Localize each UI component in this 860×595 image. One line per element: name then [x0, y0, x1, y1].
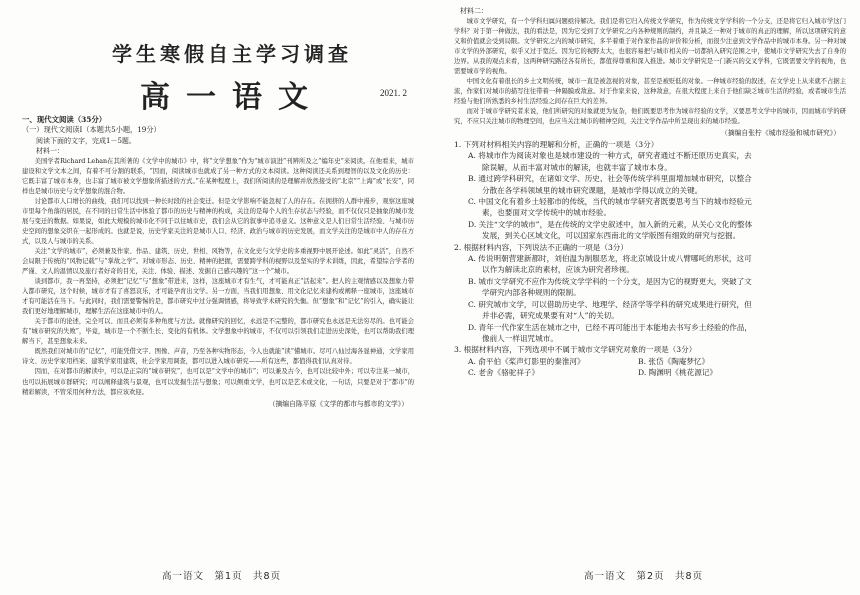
- answer-choice: [468, 299, 846, 322]
- page-1: [12, 0, 420, 595]
- material-one-label: 材料一：: [36, 147, 64, 155]
- choice-text: 并非必需，研究成果要有对“人”的关切。: [482, 311, 619, 321]
- page-2: [444, 0, 852, 595]
- section-heading: 一、现代文阅读（35分）: [22, 115, 107, 124]
- choice-text: D. 关注“文学的城市”，是在传统的文学史叙述中，加入新的元素，从关心文化的整体: [468, 219, 753, 229]
- question-stem: 3. 根据材料内容，下列选项中不属于城市文学研究对象的一项是（3分）: [454, 345, 697, 355]
- paragraph: 而对于城市学研究者来说，他们所研究的对象就更为复杂，他们既要思考作为城市经验的文学，又要思考文学中的城市，因而城市学的研究，不应只关注城市的物理空间，也应当关注城市的精神空间，关注文学作品中所呈现出来的城市经验。: [454, 107, 846, 125]
- paragraph: 中国文化有着很长的乡土文明传统，城市一直是被忽视的对象，甚至是被贬低的对象。一种城市经验的叙述，在文学史上从来就不占据主流，作家们对城市的描写往往带着一种隔膜或敌意。对于作家来说，这种敌意，在很大程度上来自于他们缺乏城市生活的经验，或者城市生活经验与他们所熟悉的乡村生活经验之间存在巨大的差异。: [454, 77, 846, 105]
- page-2-body: [454, 6, 846, 379]
- answer-choice: [468, 276, 846, 299]
- exam-title: 学生寒假自主学习调查: [112, 42, 352, 66]
- questions: [454, 139, 846, 379]
- choice-text: B. 城市文学研究不应作为传统文学学科的一个分支，是因为它的视野更大，突破了文: [468, 276, 752, 286]
- paragraph: 城市文学研究，有一个学科归属问题亟待解决。我们是将它归入传统文学研究，作为传统文学学科的一个分支，还是将它归入城市学这门学科？对于第一种做法，我的看法是，因为它受到了文学研究之内各种规则的制约，并且缺乏一种对于城市的真正的理解，所以这项研究的意义和价值就会受到局限。文学研究之内的城市研究，多半着重于对作家作品的评价和分析，而很少注意到文学作品中的城市本身。另一种对城市文学的外部研究，似乎又过于宽泛。因为它的视野太大，也很容易把与城市相关的一切都纳入研究范围之中，使城市文学研究失去了自身的边界。从我的观点来看，这两种研究路径各有所长，都值得尊重和深入推进。城市文学研究是一门新兴的交叉学科，它既需要文学的视角，也需要城市学的视角。: [454, 17, 846, 75]
- answer-row: [468, 356, 846, 367]
- choice-text: 除误解，从而丰富对城市的解读，也就丰富了城市本身。: [482, 162, 672, 172]
- choice-text: 分散在各学科领域里的城市研究课题，是城市学得以成立的关键。: [482, 185, 703, 195]
- choice-text: A. 传说明朝营建新都时，刘伯温为制服恶龙，将北京城设计成八臂哪吒的形状，这可: [468, 254, 752, 264]
- choice-text: C. 研究城市文学，可以借助历史学、地理学、经济学等学科的研究成果进行研究，但: [468, 299, 752, 309]
- answer-choice: C. 老舍《骆驼祥子》: [468, 368, 540, 378]
- question-item: [454, 139, 846, 242]
- source-citation: （摘编自张柠《城市经验和城市研究》）: [721, 129, 840, 138]
- question-stem: 1. 下列对材料相关内容的理解和分析，正确的一项是（3分）: [454, 140, 659, 150]
- paragraph: 讨论都市人口增长的曲线，我们可以找到一种长时段的社会变迁。但是文学影响不能忽视了人的存在。在拥挤的人群中漫步，观察这座城市里每个角落的居民，在不同的日常生活中体验了都市的历史与精神的构成，关注的是每个人的生存状态与经验，而不仅仅只是抽象的城市发展与变迁的数据。如果说，如此大规模的城市化不同于以往城市史，我们会从它的叙事中追寻意义。这种意义是人们日常生活经验、与城市历史空间的想象交织在一起形成的。也就是说，历史学家关注的是城市人口、经济、政治与城市的历史发展，而文学关注的是城市中人的存在方式，以及人与城市的关系。: [22, 197, 414, 245]
- paragraph: 关注“文学的城市”，必须兼及作家、作品、建筑、历史、世相、风物等，在文化史与文学史的多重视野中展开论述。如此“灵活”，自然不会局限于传统的“风物记载”与“掌故之学”。对城市形态、历史、精神的把握，需要跨学科的视野以及坚实的学术训练，因此，希望综合学者的严谨、文人的温情以及旅行者好奇的目光，关注、体验、描述、发掘自己感兴趣的“这一个”城市。: [22, 247, 414, 276]
- choice-text: D. 青年一代作家生活在城市之中，已经不再可能出于本能地去书写乡土经验的作品，: [468, 322, 753, 332]
- answer-choice: [468, 322, 846, 345]
- answer-choice: [468, 196, 846, 219]
- answer-choice: B. 张岱《陶庵梦忆》: [638, 356, 710, 366]
- answer-choice: [468, 219, 846, 242]
- subject-title: 高一语文: [140, 80, 324, 115]
- page-footer: 高一语文 第1页 共8页: [162, 571, 282, 582]
- choice-text: 发展，到关心区域文化，可以国家东西南北的文学版图有细致的研究与挖掘。: [482, 231, 741, 241]
- answer-choice: A. 俞平伯《桨声灯影里的秦淮河》: [468, 356, 585, 366]
- page-footer: 高一语文 第2页 共8页: [584, 571, 704, 582]
- paragraph: 因而，在对都市的解读中，可以是正宗的“城市研究”，也可以是“文学中的城市”；可以兼及古今，也可以比较中外；可以专注某一城市，也可以拓展城市群研究；可以阐释建筑与景观，也可以发掘生活与想象；可以侧重文学，也可以是艺术或文化，一句话，只要是对于“都市”的精彩解读，不管采用何种方法，都应该欢迎。: [22, 368, 414, 396]
- question-item: [454, 242, 846, 345]
- choice-text: B. 通过跨学科研究，在诸如文学、历史、社会等传统学科里面增加城市研究，以整合: [468, 174, 752, 184]
- choice-text: 学研究内部各种规则的限制。: [482, 288, 581, 298]
- choice-text: A. 将城市作为阅读对象也是城市建设的一种方式，研究者通过不断还原历史真实，去: [468, 151, 752, 161]
- paragraph: 既然我们对城市的“记忆”，可能凭借文字、图像、声音，乃至各种实物形态，今人也就能“读”懂城市。尽可八仙过海各显神通，文学家用诗文、历史学家用档案、建筑学家用建筑，社会学家用调查，都可以进入城市研究——所有这些，都值得我们认真对待。: [22, 348, 414, 366]
- answer-choice: [468, 173, 846, 196]
- question-item: [454, 344, 846, 378]
- sub-heading: （一）现代文阅读Ⅰ（本题共5小题，19分）: [22, 125, 161, 134]
- source-citation: （摘编自陈平原《文学的都市与都市的文学》）: [268, 399, 408, 408]
- material-two-label: 材料二：: [460, 7, 488, 15]
- answer-row: [468, 367, 846, 378]
- choice-text: 像前人一样诅咒城市。: [482, 333, 558, 343]
- answer-choice: D. 陶渊明《桃花源记》: [638, 368, 717, 378]
- page-1-body: [22, 114, 414, 410]
- answer-choice: [468, 253, 846, 276]
- choice-text: 素，也要面对文学传统中的城市经验。: [482, 208, 612, 218]
- material-one-text: [22, 157, 414, 398]
- paragraph: 谈到都市，我一再坚持，必须把“记忆”与“想象”带进来，这样，这座城市才有生气，才可能真正“活起来”。把人的主观情感以及想象力带入都市研究，这个时候，城市才有了喜怒哀乐，才可能孕育出文学。另一方面，当我们用想象、用文化记忆来建构或阐释一座城市，这座城市才有可能活在当下。与此同时，我们需要警惕的是，都市研究中过分强调情感，将导致学术研究的失衡。但“想象”和“记忆”的引入，确实能让我们更好地理解城市，理解生活在这座城市中的人。: [22, 278, 414, 316]
- instruction: 阅读下面的文字，完成1－5题。: [36, 136, 136, 145]
- question-stem: 2. 根据材料内容，下列说法不正确的一项是（3分）: [454, 242, 628, 252]
- choice-text: C. 中国文化有着乡土轻都市的传统，当代的城市学研究者既要思考当下的城市经验元: [468, 197, 752, 207]
- material-two-text: [454, 17, 846, 128]
- exam-date: 2021. 2: [380, 88, 407, 98]
- choice-text: 以作为解读北京的素材，应该为研究者珍视。: [482, 265, 634, 275]
- paragraph: 美国学者Richard Lehan在其所著的《文学中的城市》中，将“文学想象”作为“城市演进”刊辨所及之“编年史”来阅读。在他看来，城市建设和文学文本之间，有着不可分割的联系，“因而，阅读城市也就成了另一种方式的文本阅读。这种阅读还关系到理智的以及文化的历史：它既丰富了城市本身，也丰富了城市被文学想象所描述的方式。”在某种程度上，我们所阅读的是理解并欣然接受的“北京”“上海”或“长安”，同样也是城市历史与文学想象的混合物。: [22, 157, 414, 195]
- answer-choice: [468, 150, 846, 173]
- paragraph: 关于都市的论述，完全可以、而且必须有多种角度与方法。就像研究的回忆，永远是不完整的，都市研究也永远是无法穷尽的。也可能会有“城市研究的失败”，毕竟，城市是一个不断生长、变化的有机体。文学想象中的城市，不仅可以引领我们走进历史深处，也可以帮助我们理解当下，甚至想象未来。: [22, 318, 414, 346]
